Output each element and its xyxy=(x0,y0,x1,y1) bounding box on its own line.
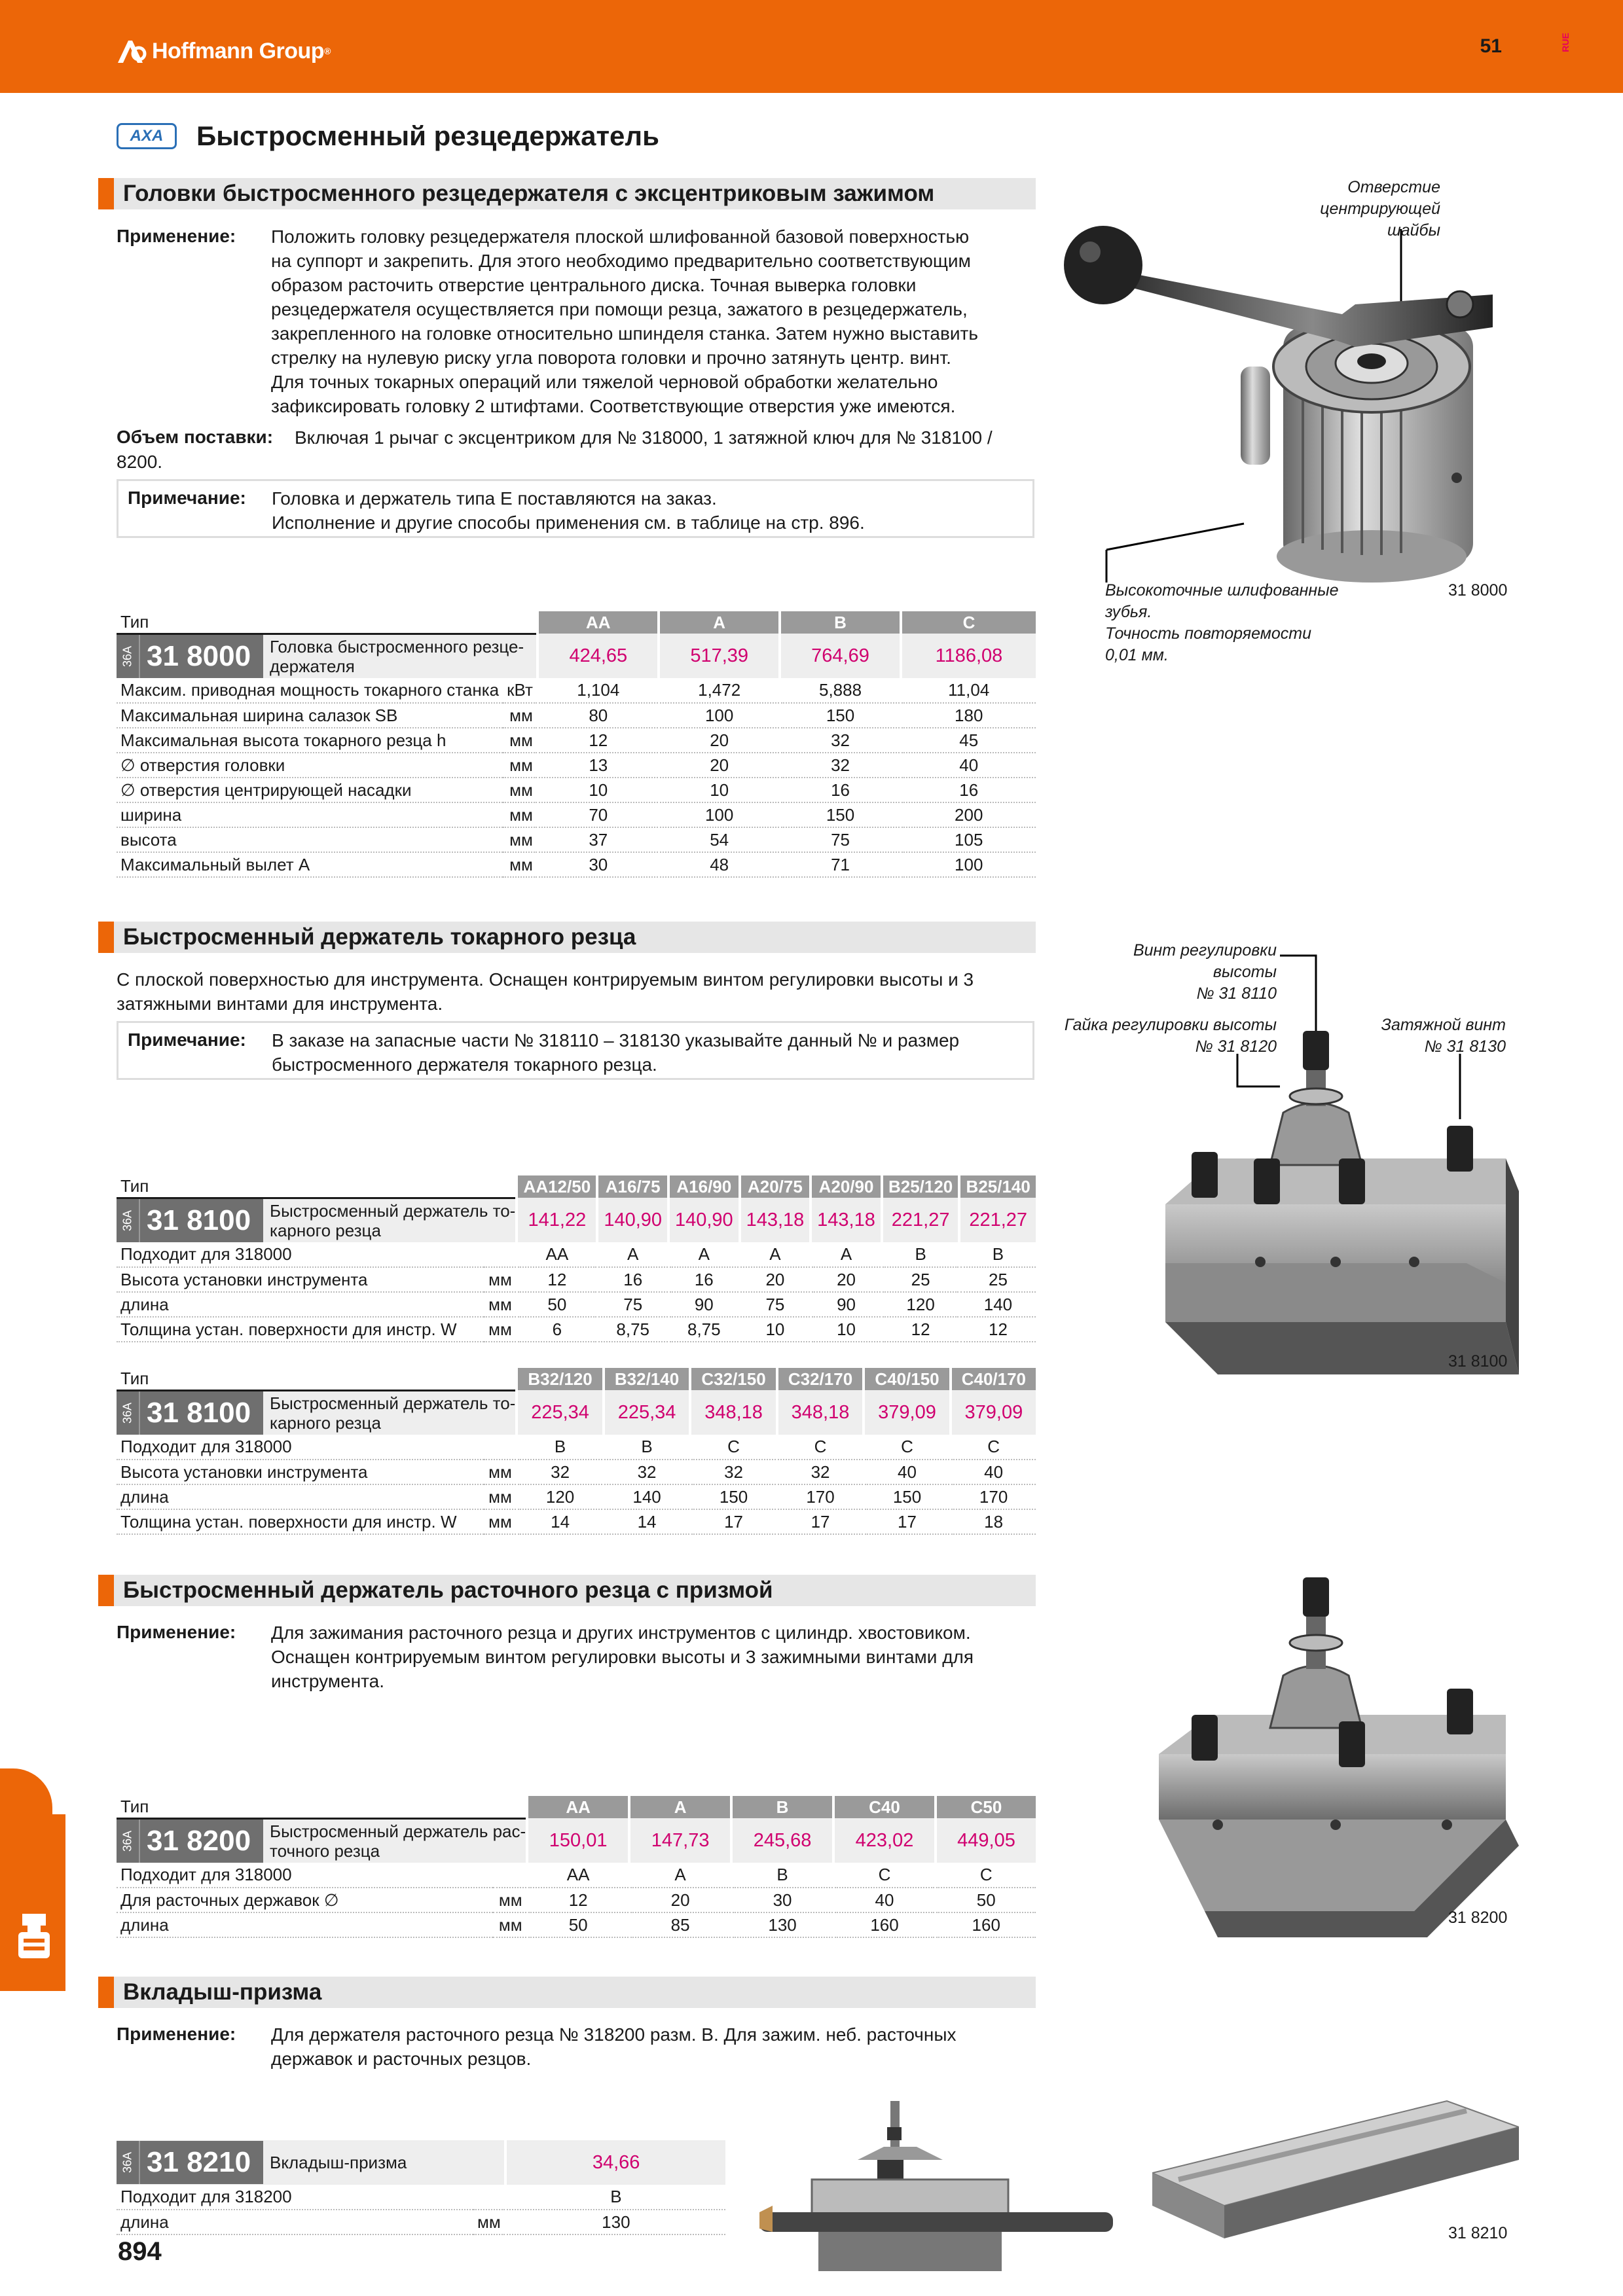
page-number-footer: 894 xyxy=(118,2237,162,2266)
table-row: Подходит для 318000 AA A A A A B B xyxy=(117,1242,1036,1267)
brand-name: Hoffmann Group xyxy=(152,38,325,63)
image-code-318200: 31 8200 xyxy=(1448,1909,1508,1927)
tool-head-image xyxy=(1041,216,1512,583)
table-row: ширина мм 70 100 150 200 xyxy=(117,802,1036,827)
table-row: Максимальная ширина салазок SB мм 80 100 150 180 xyxy=(117,703,1036,728)
table-row: Высота установки инструмента мм 32 32 32 32 40 40 xyxy=(117,1460,1036,1484)
image-code-318000: 31 8000 xyxy=(1448,581,1508,600)
product-code-318100[interactable]: 36A 31 8100 Быстросменный держатель то- карного резца xyxy=(117,1199,515,1242)
callout-ground-teeth: Высокоточные шлифованные зубья. Точность повторяемости 0,01 мм. xyxy=(1105,581,1339,664)
note-label: Примечание: xyxy=(128,1030,246,1050)
boring-bar-holder-image xyxy=(759,2088,1139,2284)
axa-badge: AXA xyxy=(117,123,177,149)
table-row: ∅ отверстия центрирующей насадки мм 10 10 16 16 xyxy=(117,778,1036,802)
table-row: длина мм 50 85 130 160 160 xyxy=(117,1912,1036,1937)
callout-height-nut: Гайка регулировки высоты № 31 8120 xyxy=(1064,1016,1277,1056)
section-heading-heads: Головки быстросменного резцедержателя с эксцентриковым зажимом xyxy=(98,178,1036,209)
note-label: Примечание: xyxy=(128,488,246,508)
note-text: В заказе на запасные части № 318110 – 318130 указывайте данный № и размер быстросменного держателя токарного резца. xyxy=(272,1030,960,1075)
application-label: Применение: xyxy=(117,226,236,246)
image-code-318100: 31 8100 xyxy=(1448,1352,1508,1371)
price-cell: 517,39 xyxy=(659,634,780,678)
scope-text: Включая 1 рычаг с эксцентриком для № 318000, 1 затяжной ключ для № 318100 / 8200. xyxy=(117,427,993,472)
price-cell: 764,69 xyxy=(780,634,901,678)
table-318200: Тип AA A B C40 C50 36A 31 8200 Быстросменный держатель рас- точного резца 150,01 147,73 245,68 423,02 449,05 Подходит для 318000 AA A B C C Для расточных державок ∅ мм 12 20 30 40 50 длина мм 50 85 130 160 160 xyxy=(117,1796,1036,1938)
prism-insert-image xyxy=(1152,2088,1519,2245)
product-code-318200[interactable]: 36A 31 8200 Быстросменный держатель рас- точного резца xyxy=(117,1820,526,1863)
type-label: Тип xyxy=(117,611,538,634)
section-heading-turning-holder: Быстросменный держатель токарного резца xyxy=(98,922,1036,953)
application-label: Применение: xyxy=(117,1622,236,1642)
table-row: Максим. приводная мощность токарного станка кВт 1,104 1,472 5,888 11,04 xyxy=(117,678,1036,703)
table-318100-b: Тип B32/120 B32/140 C32/150 C32/170 C40/150 C40/170 36A 31 8100 Быстросменный держатель то- карного резца 225,34 225,34 348,18 348,18 379,09 379,09 Подходит для 318000 B B C C C C Высота установки инструмента мм 32 32 32 32 40 40 длина мм 120 140 150 170 150 170 Толщина устан. поверхности для инстр. W мм 14 14 17 17 17 18 xyxy=(117,1368,1036,1535)
table-row: Подходит для 318000 B B C C C C xyxy=(117,1435,1036,1460)
table-row: Толщина устан. поверхности для инстр. W мм 6 8,75 8,75 10 10 12 12 xyxy=(117,1317,1036,1342)
image-code-318210: 31 8210 xyxy=(1448,2224,1508,2242)
table-row: Толщина устан. поверхности для инстр. W мм 14 14 17 17 17 18 xyxy=(117,1509,1036,1534)
table-row: Подходит для 318000 AA A B C C xyxy=(117,1863,1036,1888)
table-row: длина мм 130 xyxy=(117,2210,725,2234)
note-box xyxy=(117,1021,1034,1080)
table-row: длина мм 50 75 90 75 90 120 140 xyxy=(117,1292,1036,1317)
product-code-318000[interactable]: 36A 31 8000 Головка быстросменного резце- держателя xyxy=(117,635,536,678)
price-cell: 424,65 xyxy=(538,634,659,678)
brand-mark: ® xyxy=(324,46,331,56)
page-number-top: 51 xyxy=(1480,35,1502,57)
page-title: Быстросменный резцедержатель xyxy=(196,120,659,151)
price-cell: 1186,08 xyxy=(901,634,1036,678)
tool-holder-icon xyxy=(16,1914,52,1966)
section-heading-boring-holder: Быстросменный держатель расточного резца с призмой xyxy=(98,1575,1036,1606)
application-text: Для держателя расточного резца № 318200 разм. B. Для зажим. неб. расточных державок и расточных резцов. xyxy=(271,2024,957,2069)
turning-holder-image xyxy=(1139,942,1519,1401)
application-text: Для зажимания расточного резца и других инструментов с цилиндр. хвостовиком. Оснащен контрируемым винтом регулировки высоты и 3 зажимными винтами для инструмента. xyxy=(271,1623,974,1691)
note-box xyxy=(117,479,1034,538)
section-heading-prism-insert: Вкладыш-призма xyxy=(98,1977,1036,2008)
table-318100-a: Тип AA12/50 A16/75 A16/90 A20/75 A20/90 B25/120 B25/140 36A 31 8100 Быстросменный держатель то- карного резца 141,22 140,90 140,90 143,18 143,18 221,27 221,27 Подходит для 318000 AA A A A A B B Высота установки инструмента мм 12 16 16 20 20 25 25 длина мм 50 75 90 75 90 120 140 Толщина устан. поверхности для инстр. W мм 6 8,75 8,75 10 10 12 12 xyxy=(117,1175,1036,1342)
table-row: ∅ отверстия головки мм 13 20 32 40 xyxy=(117,753,1036,778)
brand-logo[interactable] xyxy=(117,31,331,71)
scope-label: Объем поставки: xyxy=(117,427,274,447)
table-row: Подходит для 318200 B xyxy=(117,2185,725,2210)
table-row: высота мм 37 54 75 105 xyxy=(117,827,1036,852)
table-row: Для расточных державок ∅ мм 12 20 30 40 50 xyxy=(117,1888,1036,1912)
product-code-318210[interactable]: 36A 31 8210 Вкладыш-призма xyxy=(117,2141,504,2184)
note-text: Головка и держатель типа E поставляются на заказ. Исполнение и другие способы применения см. в таблице на стр. 896. xyxy=(272,488,865,533)
table-row: длина мм 120 140 150 170 150 170 xyxy=(117,1484,1036,1509)
table-row: Высота установки инструмента мм 12 16 16 20 20 25 25 xyxy=(117,1267,1036,1292)
application-label: Применение: xyxy=(117,2024,236,2044)
application-text: Положить головку резцедержателя плоской шлифованной базовой поверхностью на суппорт и закрепить. Для этого необходимо предварительно соответствующим образом расточить отверстие центрального диска. Точная выверка головки резцедержателя осуществляется при помощи резца, зажатого в резцедержатель, закрепленного на головке относительно шпинделя станка. Затем нужно выставить стрелку на нулевую риску угла поворота головки и прочно затянуть центр. винт. Для точных токарных операций или тяжелой черновой обработки желательно зафиксировать головку 2 штифтами. Соответствующие отверстия уже имеются. xyxy=(271,226,978,416)
table-318210: 36A 31 8210 Вкладыш-призма 34,66 Подходит для 318200 B длина мм 130 xyxy=(117,2140,725,2235)
callout-centering-washer: Отверстие центрирующей шайбы xyxy=(1320,178,1440,240)
boring-holder-image xyxy=(1139,1571,1519,1937)
hoffmann-logo-icon xyxy=(117,38,147,64)
callout-clamp-screw: Затяжной винт № 31 8130 xyxy=(1381,1016,1506,1056)
table-318000: Тип AA A B C 36A 31 8000 Головка быстросменного резце- держателя 424,65 517,39 764,69 1186,08 Максим. приводная мощность токарного станка кВт 1,104 1,472 5,888 11,04 Максимальная ширина салазок SB мм 80 100 150 180 Максимальная высота токарного резца h мм 12 20 32 45 ∅ отверстия головки мм 13 20 32 40 ∅ отверстия центрирующей насадки мм 10 10 16 16 ширина мм 70 100 150 200 высота мм 37 54 75 105 Максимальный вылет A мм 30 48 71 100 xyxy=(117,611,1036,878)
callout-height-screw: Винт регулировки высоты № 31 8110 xyxy=(1133,941,1277,1003)
intro-text: С плоской поверхностью для инструмента. Оснащен контрируемым винтом регулировки высоты и 3 затяжными винтами для инструмента. xyxy=(117,969,974,1014)
product-code-318100[interactable]: 36A 31 8100 Быстросменный держатель то- карного резца xyxy=(117,1391,515,1435)
language-code: RUE xyxy=(1560,33,1571,52)
table-row: Максимальный вылет A мм 30 48 71 100 xyxy=(117,852,1036,877)
table-row: Максимальная высота токарного резца h мм 12 20 32 45 xyxy=(117,728,1036,753)
